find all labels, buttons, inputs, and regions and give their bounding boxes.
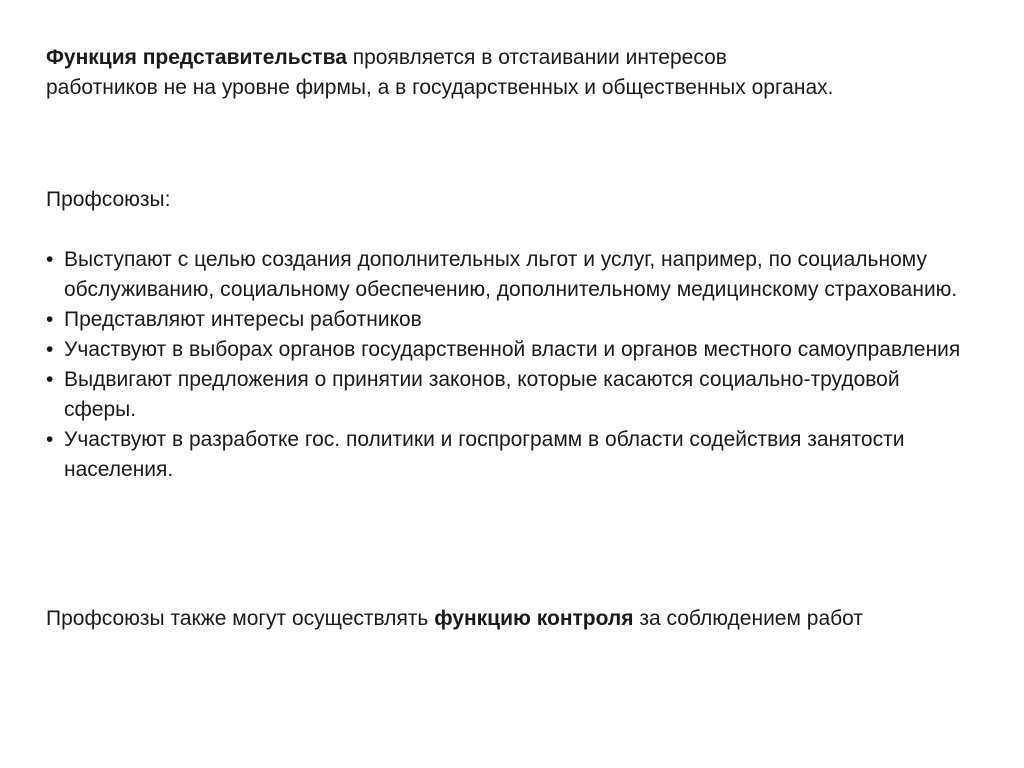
intro-paragraph (46, 43, 1016, 103)
section-heading: Профсоюзы: (46, 188, 171, 211)
list-item (46, 245, 976, 305)
list-item (46, 425, 976, 485)
list-item-text: Участвуют в разработке гос. политики и госпрограмм в области содействия занятости населения. (64, 428, 905, 481)
intro-bold-term: Функция представительства (46, 46, 347, 69)
bullet-marker: • (46, 368, 54, 391)
outro-text-before: Профсоюзы также могут осуществлять (46, 607, 435, 630)
outro-paragraph (46, 604, 863, 634)
list-item-text: Представляют интересы работников (64, 308, 422, 331)
list-item (46, 365, 976, 425)
outro-bold-term: функцию контроля (434, 607, 634, 630)
list-item-text: Участвуют в выборах органов государственной власти и органов местного самоуправления (64, 338, 961, 361)
bullet-marker: • (46, 248, 54, 271)
list-item (46, 305, 976, 335)
outro-text-after: за соблюдением работ (633, 607, 863, 630)
intro-text-line2: работников не на уровне фирмы, а в государственных и общественных органах. (46, 76, 834, 99)
list-item-text: Выступают с целью создания дополнительных льгот и услуг, например, по социальному обслуживанию, социальному обеспечению, дополнительному медицинскому страхованию. (64, 248, 958, 301)
bullet-marker: • (46, 428, 54, 451)
list-item-text: Выдвигают предложения о принятии законов, которые касаются социально-трудовой сферы. (64, 368, 900, 421)
bullet-marker: • (46, 308, 54, 331)
bullet-marker: • (46, 338, 54, 361)
list-item (46, 335, 976, 365)
intro-text-line1: проявляется в отстаивании интересов (346, 46, 727, 69)
bullet-list (46, 245, 976, 485)
